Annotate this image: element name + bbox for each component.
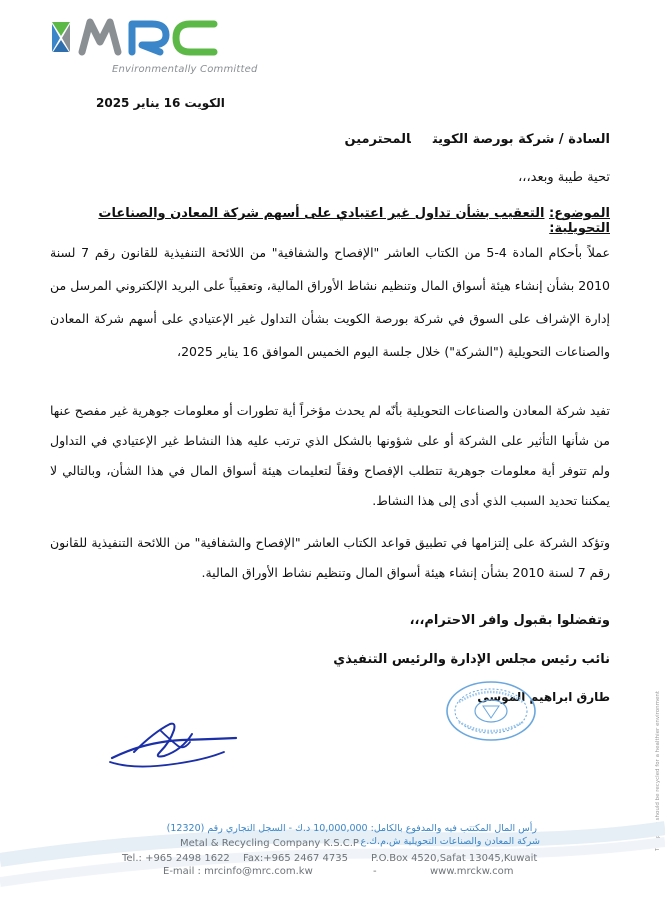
closing: وتفضلوا بقبول وافر الاحترام،،، <box>409 613 610 628</box>
subject-line <box>50 206 610 236</box>
subject-text: التعقيب بشأن تداول غير اعتيادي على أسهم شركة المعادن والصناعات التحويلية: <box>98 206 610 236</box>
signatory-name: طارق ابراهيم الموسى <box>477 690 610 704</box>
addressee <box>50 132 610 147</box>
footer-company-ar: شركة المعادن والصناعات التحويلية ش.م.ك.ع <box>360 836 540 847</box>
footer-email-link[interactable]: E-mail : mrcinfo@mrc.com.kw <box>163 866 313 877</box>
signatory-title: نائب رئيس مجلس الإدارة والرئيس التنفيذي <box>333 652 610 667</box>
letter-date: الكويت 16 يناير 2025 <box>96 96 225 110</box>
recycle-note-text: This paper should be recycled for a healthier environment <box>655 690 661 852</box>
footer-website-link[interactable]: www.mrckw.com <box>430 866 514 877</box>
greeting: تحية طيبة وبعد،،، <box>518 170 610 185</box>
footer-pobox: P.O.Box 4520,Safat 13045,Kuwait <box>371 853 538 864</box>
paragraph-2: تفيد شركة المعادن والصناعات التحويلية بأنّه لم يحدث مؤخراً أية تطورات أو معلومات جوهرية غير مفصح عنها من شأنها التأثير على الشركة أو على شؤونها بالشكل الذي ترتب عليه هذا النشاط غير الإعتيادي في التداول ولم تتوفر أية معلومات جوهرية تتطلب الإفصاح وفقاً لتعليمات هيئة أسواق المال في هذا الشأن، وبالتالي لا يمكننا تحديد السبب الذي أدى إلى هذا النشاط. <box>49 403 610 508</box>
subject-label: الموضوع: <box>549 206 610 221</box>
company-stamp <box>445 680 537 742</box>
footer-tel: Tel.: +965 2498 1622 <box>122 853 230 864</box>
paragraph-1: عملاً بأحكام المادة 4-5 من الكتاب العاشر "الإفصاح والشفافية" من اللائحة التنفيذية للقانون رقم 7 لسنة 2010 بشأن إنشاء هيئة أسواق المال وتنظيم نشاط الأوراق المالية، وتعقيباً على البريد الإلكتروني المرسل من إدارة الإشراف على السوق في شركة بورصة الكويت بشأن التداول غير الإعتيادي على أسهم شركة المعادن والصناعات التحويلية ("الشركة") خلال جلسة اليوم الخميس الموافق 16 يناير 2025، <box>50 245 610 359</box>
footer-fax: Fax:+965 2467 4735 <box>243 853 348 864</box>
footer-separator: - <box>373 866 377 877</box>
tagline: Environmentally Committed <box>112 64 258 75</box>
footer-swoosh <box>0 820 665 918</box>
addressee-honorific: المحترمين <box>344 132 411 147</box>
footer-company-en: Metal & Recycling Company K.S.C.P <box>180 838 359 849</box>
footer-capital-ar: رأس المال المكتتب فيه والمدفوع بالكامل: 10,000,000 د.ك - السجل التجاري رقم (12320) <box>166 823 537 834</box>
paragraph-3: وتؤكد الشركة على إلتزامها في تطبيق قواعد الكتاب العاشر "الإفصاح والشفافية" من اللائحة التنفيذية للقانون رقم 7 لسنة 2010 بشأن إنشاء هيئة أسواق المال وتنظيم نشاط الأوراق المالية. <box>50 535 610 580</box>
handwritten-signature <box>104 712 244 772</box>
addressee-name: السادة / شركة بورصة الكويت <box>432 132 610 147</box>
